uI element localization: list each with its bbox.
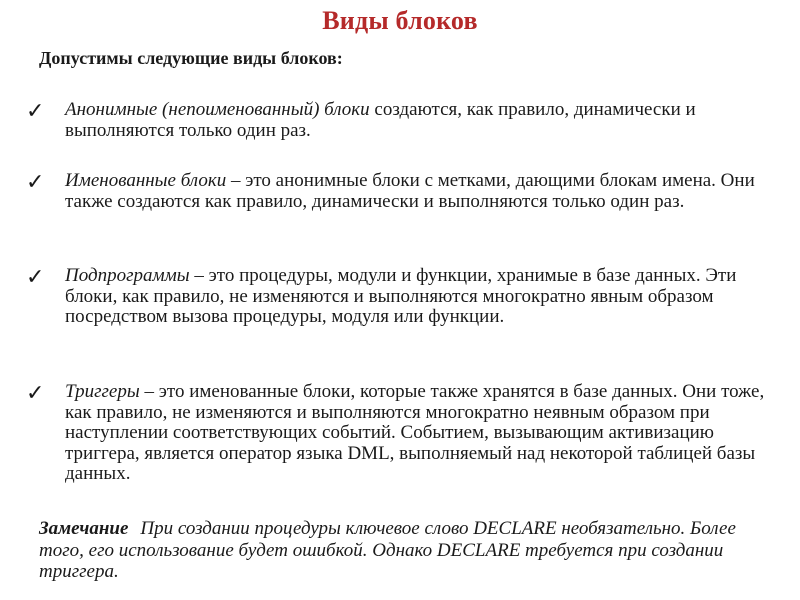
list-item-text (65, 100, 765, 141)
list-item-description: – это именованные блоки, которые также хранятся в базе данных. Они тоже, как правило, не изменяются и выполняются многократно неявным образом при наступлении соответствующих событий. Событием, вызывающим активизацию триггера, является оператор языка DML, выполняемый над некоторой таблицей базы данных. (65, 381, 765, 484)
list-item-description: создаются, как правило, динамически и выполняются только один раз. (65, 99, 696, 141)
list-item-text (65, 266, 765, 328)
checkmark-icon: ✓ (26, 99, 45, 124)
list-item-term: Триггеры (65, 381, 140, 402)
list-item-description: – это процедуры, модули и функции, хранимые в базе данных. Эти блоки, как правило, не изменяются и выполняются многократно явным образом посредством вызова процедуры, модуля или функции. (65, 265, 737, 327)
note-label: Замечание (39, 518, 129, 539)
list-item-text (65, 382, 765, 485)
checkmark-icon: ✓ (26, 170, 45, 195)
list-item-text (65, 171, 765, 212)
note-text: При создании процедуры ключевое слово DECLARE необязательно. Более того, его использование будет ошибкой. Однако DECLARE требуется при создании триггера. (39, 518, 736, 582)
checkmark-icon: ✓ (26, 381, 45, 406)
checkmark-icon: ✓ (26, 265, 45, 290)
list-item-description: – это анонимные блоки с метками, дающими блокам имена. Они также создаются как правило, динамически и выполняются только один раз. (65, 170, 755, 212)
list-item-term: Именованные блоки (65, 170, 227, 191)
note-block (39, 518, 759, 583)
slide-title: Виды блоков (322, 6, 478, 35)
slide-subtitle: Допустимы следующие виды блоков: (39, 48, 343, 68)
list-item-term: Подпрограммы (65, 265, 190, 286)
list-item-term: Анонимные (непоименованный) блоки (65, 99, 370, 120)
